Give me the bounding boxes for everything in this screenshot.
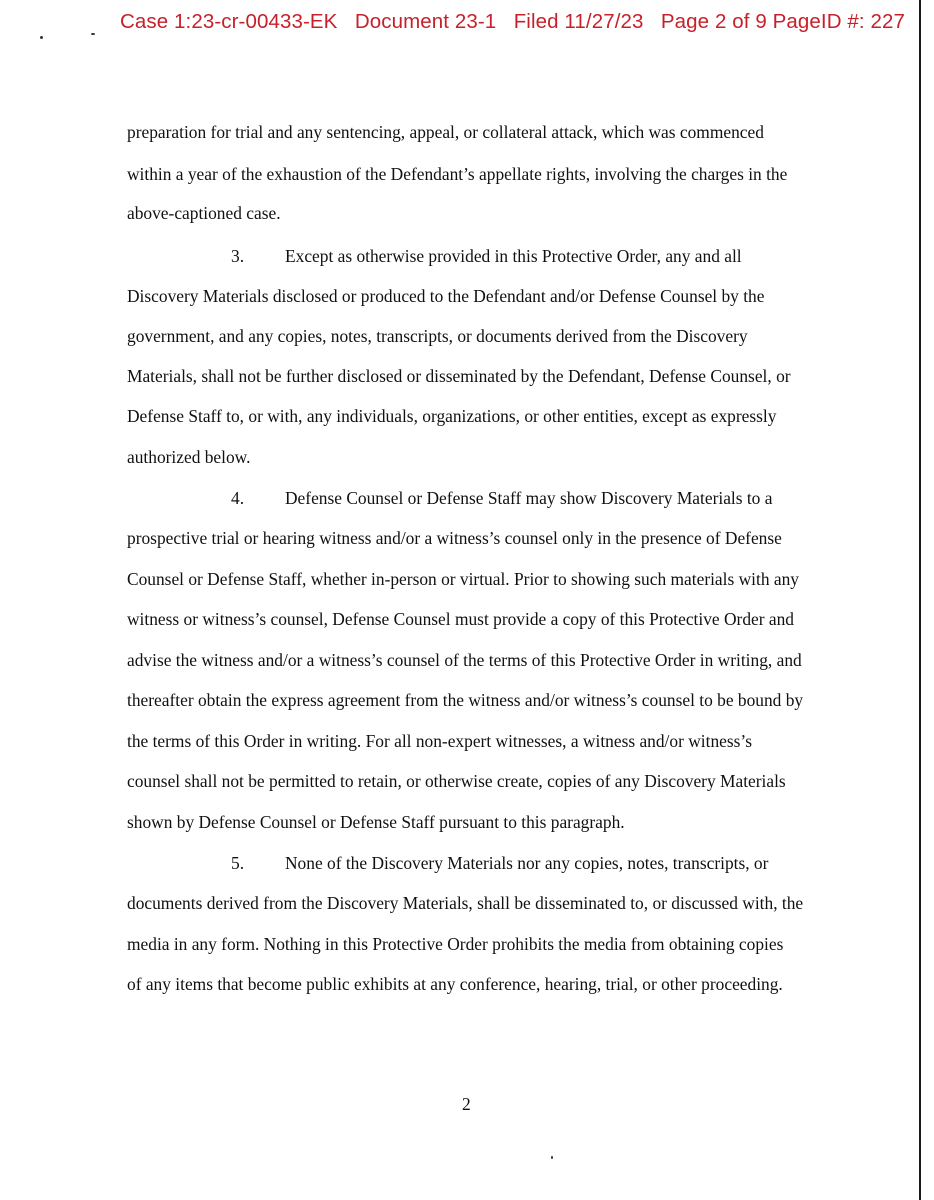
body-line: Except as otherwise provided in this Protective Order, any and all bbox=[285, 246, 742, 266]
body-line: prospective trial or hearing witness and/or a witness’s counsel only in the presence of Defense bbox=[127, 528, 782, 548]
body-line: authorized below. bbox=[127, 447, 251, 467]
paragraph-number: 3. bbox=[231, 246, 245, 266]
body-line: above-captioned case. bbox=[127, 203, 281, 223]
body-line: shown by Defense Counsel or Defense Staff pursuant to this paragraph. bbox=[127, 812, 625, 832]
body-line: None of the Discovery Materials nor any copies, notes, transcripts, or bbox=[285, 853, 769, 873]
scan-speck bbox=[91, 33, 95, 35]
body-line: preparation for trial and any sentencing, appeal, or collateral attack, which was commenced bbox=[127, 122, 764, 142]
court-filing-header-stamp: Case 1:23-cr-00433-EK Document 23-1 Filed 11/27/23 Page 2 of 9 PageID #: 227 bbox=[120, 10, 906, 33]
paragraph-number: 4. bbox=[231, 488, 245, 508]
page-number: 2 bbox=[462, 1094, 471, 1114]
body-line: counsel shall not be permitted to retain, or otherwise create, copies of any Discovery Materials bbox=[127, 771, 786, 791]
body-line: Defense Staff to, or with, any individuals, organizations, or other entities, except as expressly bbox=[127, 406, 777, 426]
body-line: the terms of this Order in writing. For all non-expert witnesses, a witness and/or witness’s bbox=[127, 731, 752, 751]
body-line: within a year of the exhaustion of the Defendant’s appellate rights, involving the charges in the bbox=[127, 164, 788, 184]
body-line: government, and any copies, notes, transcripts, or documents derived from the Discovery bbox=[127, 326, 748, 346]
body-line: thereafter obtain the express agreement from the witness and/or witness’s counsel to be bound by bbox=[127, 690, 804, 710]
body-line: documents derived from the Discovery Materials, shall be disseminated to, or discussed with, the bbox=[127, 893, 804, 913]
scan-speck bbox=[551, 1156, 553, 1159]
body-line: Defense Counsel or Defense Staff may show Discovery Materials to a bbox=[285, 488, 773, 508]
scan-edge-rule bbox=[919, 0, 921, 1200]
paragraph-number: 5. bbox=[231, 853, 245, 873]
body-line: Discovery Materials disclosed or produced to the Defendant and/or Defense Counsel by the bbox=[127, 286, 765, 306]
body-line: of any items that become public exhibits at any conference, hearing, trial, or other proceeding. bbox=[127, 974, 783, 994]
scan-speck bbox=[40, 36, 43, 39]
body-line: advise the witness and/or a witness’s counsel of the terms of this Protective Order in writing, and bbox=[127, 650, 802, 670]
body-line: media in any form. Nothing in this Protective Order prohibits the media from obtaining copies bbox=[127, 934, 784, 954]
body-line: Materials, shall not be further disclosed or disseminated by the Defendant, Defense Counsel, or bbox=[127, 366, 791, 386]
body-line: Counsel or Defense Staff, whether in-person or virtual. Prior to showing such materials with any bbox=[127, 569, 799, 589]
body-line: witness or witness’s counsel, Defense Counsel must provide a copy of this Protective Order and bbox=[127, 609, 794, 629]
